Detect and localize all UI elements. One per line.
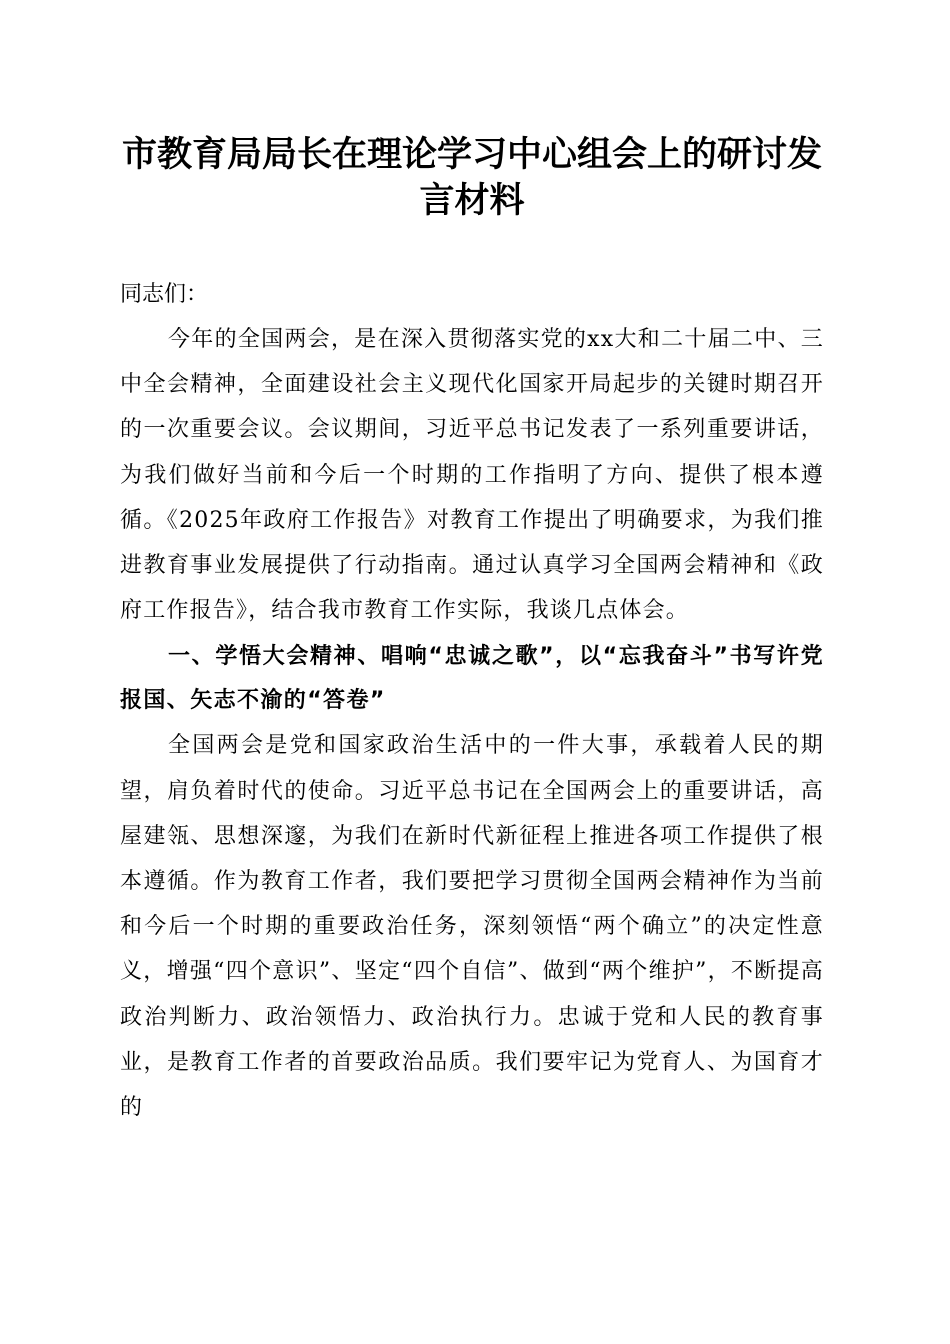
document-title: 市教育局局长在理论学习中心组会上的研讨发言材料: [121, 134, 822, 221]
salutation: 同志们：: [120, 282, 209, 307]
section-1-paragraph: 全国两会是党和国家政治生活中的一件大事，承载着人民的期望，肩负着时代的使命。习近平总书记在全国两会上的重要讲话，高屋建瓴、思想深邃，为我们在新时代新征程上推进各项工作提供了根本遵循。作为教育工作者，我们要把学习贯彻全国两会精神作为当前和今后一个时期的重要政治任务，深刻领悟“两个确立”的决定性意义，增强“四个意识”、坚定“四个自信”、做到“两个维护”，不断提高政治判断力、政治领悟力、政治执行力。忠诚于党和人民的教育事业，是教育工作者的首要政治品质。我们要牢记为党育人、为国育才的: [120, 733, 824, 1121]
section-heading-1: 一、学悟大会精神、唱响“忠诚之歌”，以“忘我奋斗”书写许党报国、矢志不渝的“答卷”: [120, 644, 824, 714]
intro-paragraph: 今年的全国两会，是在深入贯彻落实党的xx大和二十届二中、三中全会精神，全面建设社会主义现代化国家开局起步的关键时期召开的一次重要会议。会议期间，习近平总书记发表了一系列重要讲话，为我们做好当前和今后一个时期的工作指明了方向、提供了根本遵循。《2025年政府工作报告》对教育工作提出了明确要求，为我们推进教育事业发展提供了行动指南。通过认真学习全国两会精神和《政府工作报告》，结合我市教育工作实际，我谈几点体会。: [120, 327, 824, 624]
document-page: [120, 132, 824, 1130]
